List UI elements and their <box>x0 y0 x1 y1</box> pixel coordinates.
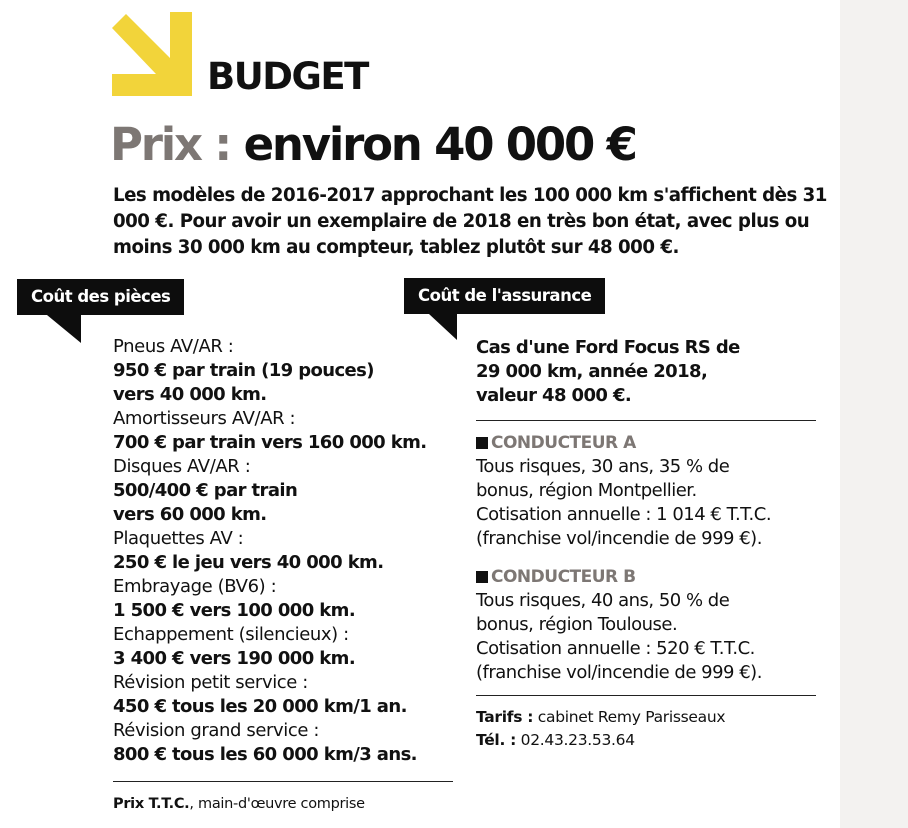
intro-paragraph: Les modèles de 2016-2017 approchant les 100 000 km s'affichent dès 31 000 €. Pour avoir un exemplaire de 2018 en très bon état, avec plus ou moins 30 000 km au compteur, tablez plutôt sur 48 000 €. <box>113 185 827 258</box>
price-note-bold: Prix T.T.C. <box>113 796 190 812</box>
price-note <box>113 796 453 812</box>
arrow-down-right-icon <box>112 12 192 96</box>
parts-cost-tab-label: Coût des pièces <box>17 279 184 315</box>
list-item <box>113 407 453 455</box>
section-title: BUDGET <box>207 55 368 98</box>
list-item <box>113 527 453 575</box>
driver-premium: Cotisation annuelle : 1 014 € T.T.C. <box>476 504 772 525</box>
insurance-cost-section <box>476 336 816 752</box>
part-value: 450 € tous les 20 000 km/1 an. <box>113 696 407 717</box>
price-value: environ 40 000 € <box>243 118 636 171</box>
tarifs-label: Tarifs : <box>476 708 534 726</box>
list-item <box>113 455 453 527</box>
divider <box>113 781 453 782</box>
list-item <box>113 335 453 407</box>
part-value: 250 € le jeu vers 40 000 km. <box>113 552 384 573</box>
part-label: Amortisseurs AV/AR : <box>113 408 296 429</box>
price-headline <box>110 118 636 172</box>
insurance-case: Cas d'une Ford Focus RS de 29 000 km, année 2018, valeur 48 000 €. <box>476 337 740 406</box>
list-item <box>113 719 453 767</box>
divider <box>476 695 816 696</box>
driver-premium: Cotisation annuelle : 520 € T.T.C. <box>476 638 755 659</box>
square-bullet-icon <box>476 437 488 449</box>
price-label: Prix : <box>110 118 231 171</box>
driver-heading <box>476 431 816 455</box>
part-value: 3 400 € vers 190 000 km. <box>113 648 356 669</box>
part-value: 500/400 € par train vers 60 000 km. <box>113 480 298 525</box>
list-item <box>113 623 453 671</box>
driver-profile: Tous risques, 30 ans, 35 % de bonus, région Montpellier. <box>476 456 730 501</box>
list-item <box>113 575 453 623</box>
driver-heading <box>476 565 816 589</box>
driver-franchise: (franchise vol/incendie de 999 €). <box>476 528 762 549</box>
insurance-credits <box>476 706 816 752</box>
insurance-cost-tab-label: Coût de l'assurance <box>404 278 605 314</box>
part-label: Plaquettes AV : <box>113 528 244 549</box>
driver-a-block <box>476 431 816 551</box>
part-label: Pneus AV/AR : <box>113 336 234 357</box>
price-note-text: , main-d'œuvre comprise <box>189 796 365 812</box>
part-label: Echappement (silencieux) : <box>113 624 349 645</box>
driver-b-block <box>476 565 816 685</box>
page-margin-strip <box>840 0 908 828</box>
tarifs-value: cabinet Remy Parisseaux <box>533 708 726 726</box>
driver-heading-label: CONDUCTEUR A <box>491 433 636 453</box>
driver-heading-label: CONDUCTEUR B <box>491 567 636 587</box>
part-value: 1 500 € vers 100 000 km. <box>113 600 356 621</box>
part-label: Révision petit service : <box>113 672 308 693</box>
tab-pointer <box>47 315 81 343</box>
parts-cost-section <box>113 335 453 812</box>
driver-profile: Tous risques, 40 ans, 50 % de bonus, région Toulouse. <box>476 590 730 635</box>
list-item <box>113 671 453 719</box>
part-label: Disques AV/AR : <box>113 456 251 477</box>
divider <box>476 420 816 421</box>
phone-label: Tél. : <box>476 731 517 749</box>
phone-value: 02.43.23.53.64 <box>516 731 635 749</box>
part-value: 700 € par train vers 160 000 km. <box>113 432 427 453</box>
square-bullet-icon <box>476 571 488 583</box>
parts-list <box>113 335 453 767</box>
part-value: 800 € tous les 60 000 km/3 ans. <box>113 744 417 765</box>
part-label: Embrayage (BV6) : <box>113 576 277 597</box>
part-label: Révision grand service : <box>113 720 320 741</box>
part-value: 950 € par train (19 pouces) vers 40 000 km. <box>113 360 374 405</box>
driver-franchise: (franchise vol/incendie de 999 €). <box>476 662 762 683</box>
